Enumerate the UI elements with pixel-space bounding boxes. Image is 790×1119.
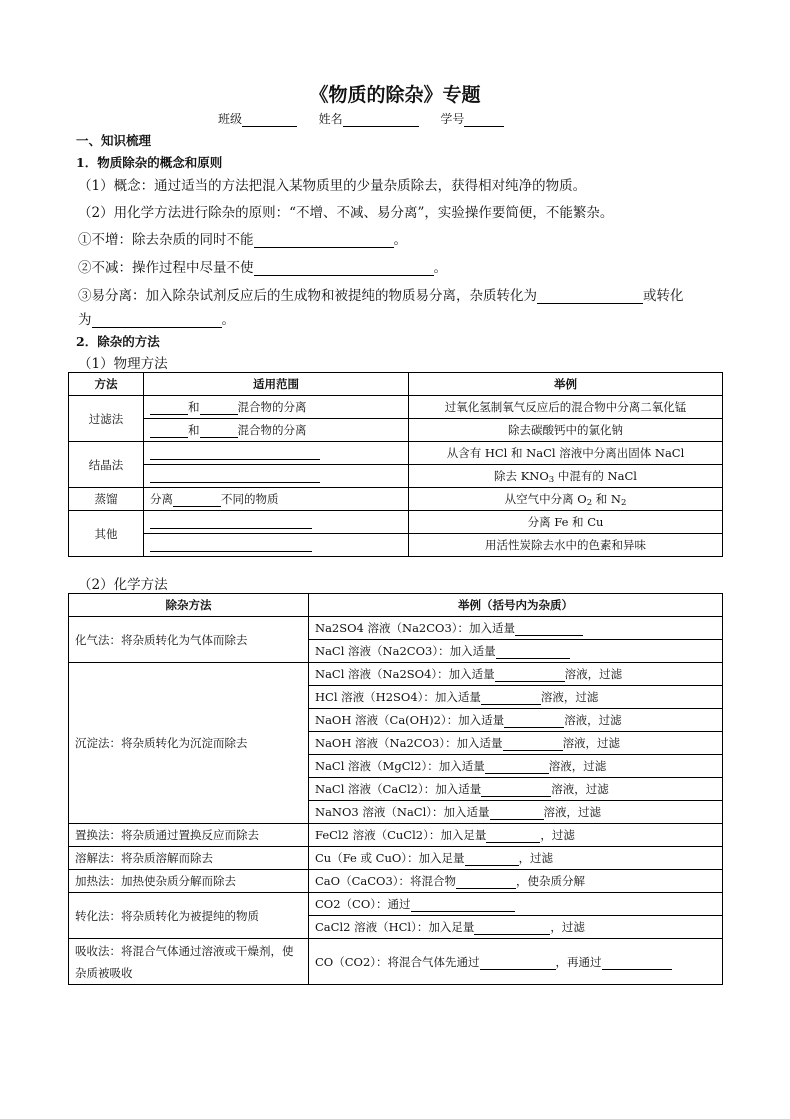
text: ，使杂质分解 (516, 874, 586, 888)
text: 溶液，过滤 (540, 690, 599, 704)
method-crystallize: 结晶法 (69, 442, 144, 488)
blank[interactable] (200, 424, 238, 438)
example-cell: 用活性炭除去水中的色素和异味 (409, 534, 723, 557)
example-cell (309, 870, 723, 893)
example-cell (309, 824, 723, 847)
example-cell (309, 939, 723, 985)
physical-methods-label: （1）物理方法 (78, 356, 168, 372)
blank[interactable] (481, 783, 551, 797)
subheading-concept: 1．物质除杂的概念和原则 (76, 155, 223, 170)
blank-2[interactable] (254, 262, 434, 276)
text: HCl 溶液（H2SO4） (315, 690, 424, 704)
blank[interactable] (486, 829, 540, 843)
blank[interactable] (150, 401, 188, 415)
rule-easy-separate-text: ③易分离：加入除杂试剂反应后的生成物和被提纯的物质易分离，杂质转化为 (78, 288, 537, 304)
example-cell (309, 640, 723, 663)
text: 除去 KNO (494, 468, 549, 483)
example-cell (309, 686, 723, 709)
blank[interactable] (481, 691, 541, 705)
blank[interactable] (150, 538, 312, 552)
text: 溶液，过滤 (543, 805, 602, 819)
class-label: 班级 (218, 112, 243, 126)
example-cell (309, 663, 723, 686)
example-cell (309, 847, 723, 870)
scope-cell (144, 534, 409, 557)
text: NaCl 溶液（MgCl2） (315, 759, 428, 773)
rule-cont-text: 为 (78, 312, 92, 328)
scope-cell (144, 419, 409, 442)
name-label: 姓名 (318, 112, 343, 126)
text: 和 (188, 423, 200, 437)
text: ：加入适量 (423, 782, 482, 796)
text: ，过滤 (518, 851, 554, 865)
blank[interactable] (200, 401, 238, 415)
text: 从空气中分离 O (504, 491, 587, 506)
rule-no-add (78, 228, 407, 248)
text: ：加入足量 (407, 851, 465, 865)
text: NaOH 溶液（Ca(OH)2） (315, 713, 447, 727)
text: CaO（CaCO3） (315, 874, 399, 888)
page-title: 《物质的除杂》专题 (309, 84, 481, 106)
text: 中混有的 NaCl (554, 468, 637, 483)
scope-cell (144, 396, 409, 419)
blank[interactable] (456, 875, 516, 889)
period: 。 (221, 312, 235, 328)
text: NaCl 溶液（CaCl2） (315, 782, 424, 796)
blank[interactable] (515, 622, 583, 636)
text: NaCl 溶液（Na2SO4） (315, 667, 438, 681)
text: ：加入足量 (416, 920, 475, 934)
text: Na2SO4 溶液（Na2CO3） (315, 621, 458, 635)
rule-easy-separate-cont (78, 308, 235, 328)
scope-cell (144, 511, 409, 534)
text: 混合物的分离 (237, 423, 307, 437)
text: ：加入适量 (423, 690, 481, 704)
text: 溶液，过滤 (564, 667, 623, 681)
text: ：加入适量 (457, 621, 516, 635)
blank[interactable] (474, 921, 550, 935)
subscript: 3 (548, 474, 555, 485)
text: 溶液，过滤 (562, 736, 621, 750)
subscript: 2 (620, 497, 627, 508)
blank[interactable] (495, 668, 565, 682)
example-cell: 从含有 HCl 和 NaCl 溶液中分离出固体 NaCl (409, 442, 723, 465)
text: ：加入足量 (428, 828, 487, 842)
example-cell (309, 617, 723, 640)
col-header-scope: 适用范围 (144, 373, 409, 396)
text: FeCl2 溶液（CuCl2） (315, 828, 429, 842)
blank-3[interactable] (537, 290, 643, 304)
text: ：加入适量 (432, 805, 490, 819)
id-field[interactable] (464, 113, 504, 127)
text: 不同的物质 (221, 492, 279, 506)
example-cell: 分离 Fe 和 Cu (409, 511, 723, 534)
method-absorb: 吸收法：将混合气体通过溶液或干燥剂，使杂质被吸收 (69, 939, 309, 985)
blank[interactable] (150, 424, 188, 438)
example-cell (309, 732, 723, 755)
blank[interactable] (485, 760, 549, 774)
method-precipitate: 沉淀法：将杂质转化为沉淀而除去 (69, 663, 309, 824)
method-heat: 加热法：加热使杂质分解而除去 (69, 870, 309, 893)
text: ，过滤 (550, 920, 585, 934)
text: Cu（Fe 或 CuO） (315, 851, 408, 865)
col-header-example: 举例 (409, 373, 723, 396)
method-dissolve: 溶解法：将杂质溶解而除去 (69, 847, 309, 870)
text: ：加入适量 (445, 736, 503, 750)
example-cell (309, 778, 723, 801)
text: ：通过 (376, 897, 411, 911)
blank[interactable] (465, 852, 519, 866)
example-cell: 除去碳酸钙中的氯化钠 (409, 419, 723, 442)
period: 。 (393, 232, 407, 248)
principle-paragraph: （2）用化学方法进行除杂的原则：“不增、不减、易分离”，实验操作要简便，不能繁杂。 (78, 205, 614, 221)
text: 和 N (592, 491, 621, 506)
blank[interactable] (173, 493, 221, 507)
example-cell (309, 893, 723, 916)
rule-no-reduce-text: ②不减：操作过程中尽量不使 (78, 260, 254, 276)
chemical-methods-table (68, 593, 723, 985)
method-gas: 化气法：将杂质转化为气体而除去 (69, 617, 309, 663)
blank[interactable] (503, 737, 563, 751)
text: 混合物的分离 (237, 400, 307, 414)
text: ：将混合物 (398, 874, 457, 888)
student-info-line (218, 110, 504, 127)
text: ，再通过 (555, 954, 602, 969)
blank[interactable] (150, 469, 320, 483)
section-heading-1: 一、知识梳理 (76, 133, 152, 148)
scope-cell (144, 488, 409, 511)
method-displace: 置换法：将杂质通过置换反应而除去 (69, 824, 309, 847)
concept-paragraph: （1）概念：通过适当的方法把混入某物质里的少量杂质除去，获得相对纯净的物质。 (78, 178, 587, 194)
method-filter: 过滤法 (69, 396, 144, 442)
blank[interactable] (496, 645, 570, 659)
subscript: 2 (586, 497, 593, 508)
text: CO2（CO） (315, 897, 377, 911)
example-cell: 过氧化氢制氧气反应后的混合物中分离二氧化锰 (409, 396, 723, 419)
text: ：加入适量 (446, 713, 505, 727)
text: ：加入适量 (438, 644, 496, 658)
blank[interactable] (150, 515, 312, 529)
rule-no-add-text: ①不增：除去杂质的同时不能 (78, 232, 254, 248)
text: NaOH 溶液（Na2CO3） (315, 736, 446, 750)
subheading-methods: 2．除杂的方法 (76, 334, 160, 349)
physical-methods-table (68, 372, 723, 557)
text: CO（CO2） (315, 954, 377, 969)
id-label: 学号 (440, 112, 465, 126)
text: ：加入适量 (427, 759, 485, 773)
example-cell (309, 801, 723, 824)
example-cell (309, 755, 723, 778)
example-cell (309, 709, 723, 732)
rule-no-reduce (78, 256, 447, 276)
text: ：将混合气体先通过 (376, 954, 480, 969)
blank[interactable] (150, 446, 320, 460)
text: 溶液，过滤 (564, 713, 622, 727)
col-header-method: 方法 (69, 373, 144, 396)
rule-easy-separate (78, 284, 684, 304)
text: NaNO3 溶液（NaCl） (315, 805, 433, 819)
method-other: 其他 (69, 511, 144, 557)
blank[interactable] (480, 956, 556, 970)
method-convert: 转化法：将杂质转化为被提纯的物质 (69, 893, 309, 939)
method-distill: 蒸馏 (69, 488, 144, 511)
blank[interactable] (490, 806, 544, 820)
blank[interactable] (411, 898, 515, 912)
col-header-method: 除杂方法 (69, 594, 309, 617)
text: CaCl2 溶液（HCl） (315, 920, 417, 934)
period: 。 (433, 260, 447, 276)
rule-easy-separate-tail: 或转化 (643, 288, 684, 304)
text: 溶液，过滤 (551, 782, 609, 796)
name-field[interactable] (343, 113, 419, 127)
blank-4[interactable] (92, 314, 222, 328)
chemical-methods-label: （2）化学方法 (78, 577, 168, 593)
text: NaCl 溶液（Na2CO3） (315, 644, 439, 658)
col-header-example: 举例（括号内为杂质） (309, 594, 723, 617)
text: 和 (188, 400, 200, 414)
example-cell (409, 465, 723, 488)
blank-1[interactable] (254, 234, 394, 248)
example-cell (309, 916, 723, 939)
example-cell (409, 488, 723, 511)
text: 分离 (150, 492, 173, 506)
class-field[interactable] (242, 113, 297, 127)
text: ：加入适量 (437, 667, 495, 681)
scope-cell (144, 442, 409, 465)
blank[interactable] (602, 956, 672, 970)
text: 溶液，过滤 (548, 759, 607, 773)
text: ，过滤 (540, 828, 575, 842)
blank[interactable] (504, 714, 564, 728)
scope-cell (144, 465, 409, 488)
